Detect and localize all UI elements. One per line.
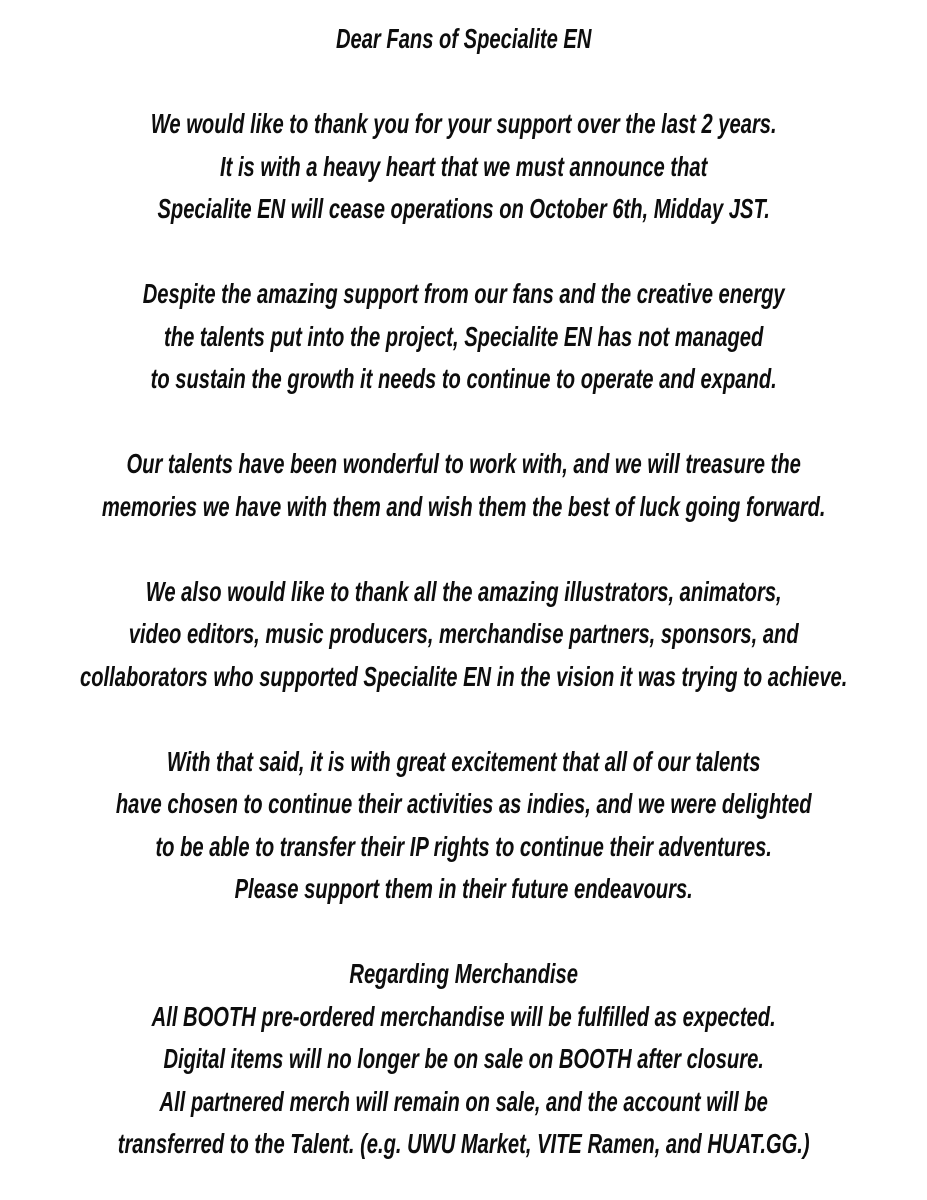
letter-line: collaborators who supported Specialite EN in the vision it was trying to achieve.: [79, 660, 848, 692]
paragraph-indie-transition: [0, 741, 927, 911]
letter-heading: Dear Fans of Specialite EN: [335, 23, 592, 54]
letter-line: the talents put into the project, Specialite EN has not managed: [164, 320, 764, 352]
letter-line: Please support them in their future endeavours.: [234, 873, 693, 904]
letter-line: With that said, it is with great excitement that all of our talents: [166, 745, 761, 777]
merchandise-section-heading: Regarding Merchandise: [349, 958, 578, 989]
paragraph-merchandise: [0, 953, 927, 1166]
paragraph-support-thanks: [0, 103, 927, 231]
letter-line: Despite the amazing support from our fans and the creative energy: [142, 278, 785, 309]
letter-line: All BOOTH pre-ordered merchandise will be fulfilled as expected.: [151, 1000, 776, 1032]
letter-line: video editors, music producers, merchandise partners, sponsors, and: [128, 618, 799, 649]
paragraph-talents-farewell: [0, 443, 927, 528]
letter-line: to be able to transfer their IP rights to continue their adventures.: [155, 830, 772, 862]
letter-line: have chosen to continue their activities as indies, and we were delighted: [115, 788, 812, 819]
paragraph-closure-reason: [0, 273, 927, 401]
letter-line: transferred to the Talent. (e.g. UWU Market, VITE Ramen, and HUAT.GG.): [117, 1128, 810, 1159]
letter-line: Specialite EN will cease operations on October 6th, Midday JST.: [157, 193, 770, 224]
letter-line: memories we have with them and wish them the best of luck going forward.: [101, 490, 826, 522]
letter-line: to sustain the growth it needs to continue to operate and expand.: [150, 363, 777, 394]
letter-line: Digital items will no longer be on sale on BOOTH after closure.: [163, 1043, 764, 1074]
letter-line: All partnered merch will remain on sale, and the account will be: [159, 1085, 768, 1117]
letter-line: We also would like to thank all the amazing illustrators, animators,: [145, 575, 782, 607]
letter-line: We would like to thank you for your support over the last 2 years.: [150, 108, 777, 139]
letter-line: Our talents have been wonderful to work with, and we will treasure the: [126, 448, 801, 479]
letter-line: It is with a heavy heart that we must announce that: [220, 150, 708, 182]
paragraph-collaborators-thanks: [0, 571, 927, 699]
